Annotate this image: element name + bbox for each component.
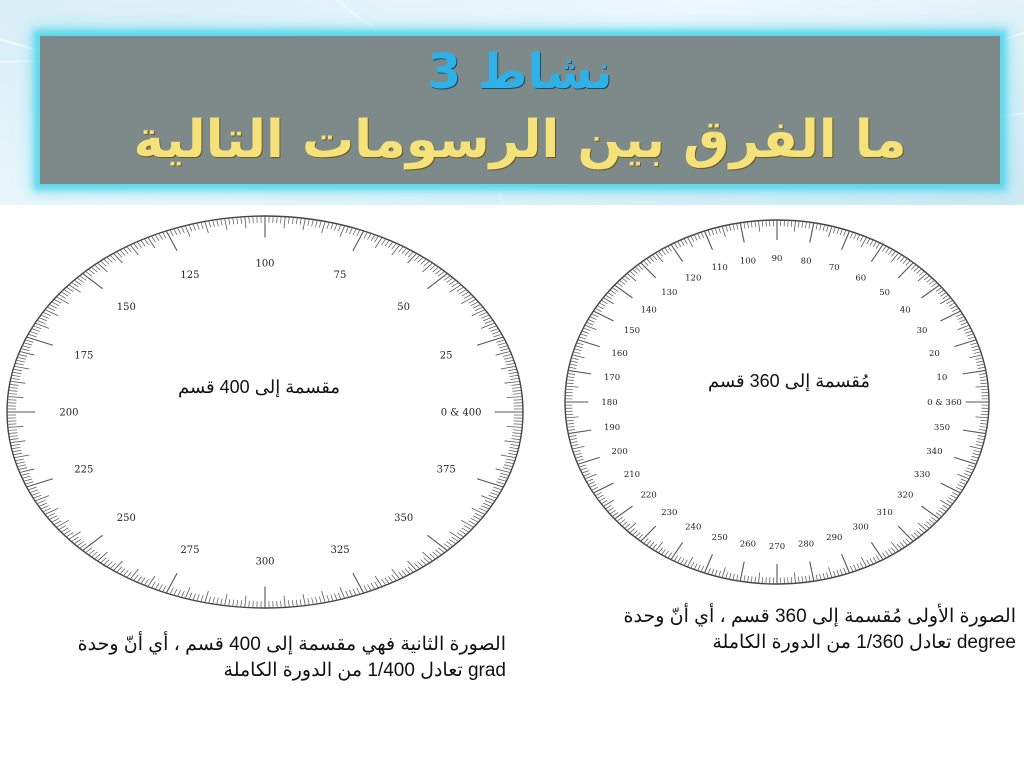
protractor-360-number: 250 [711, 533, 728, 544]
protractor-360-number: 230 [661, 508, 678, 519]
protractor-360-number: 160 [611, 348, 628, 359]
title-box [40, 36, 1000, 184]
protractor-360-number: 30 [916, 326, 928, 337]
protractor-400-number: 225 [74, 464, 94, 476]
protractor-400-number: 300 [255, 556, 275, 568]
protractor-400-number: 125 [180, 269, 200, 281]
protractor-360-number: 70 [828, 262, 840, 273]
protractor-400-number: 0 & 400 [440, 407, 482, 419]
protractor-360-number: 60 [855, 273, 867, 284]
protractor-400-number: 375 [436, 464, 456, 476]
caption-grad-line1: الصورة الثانية فهي مقسمة إلى 400 قسم ، أي أنّ وحدة [77, 634, 506, 655]
protractor-400-number: 200 [59, 407, 79, 419]
protractor-360-number: 0 & 360 [927, 397, 962, 408]
protractor-360-number: 180 [601, 397, 618, 408]
protractor-360-number: 350 [933, 422, 951, 433]
protractor-360-number: 80 [800, 256, 812, 267]
protractor-360-number: 90 [771, 254, 783, 265]
protractor-360-number: 320 [897, 490, 914, 501]
protractor-360-number: 140 [640, 305, 657, 316]
protractor-400-number: 150 [116, 302, 136, 314]
protractor-360-number: 120 [685, 273, 702, 284]
protractor-400-number: 275 [180, 545, 200, 557]
caption-degree [540, 604, 1016, 656]
protractor-360-number: 190 [603, 422, 621, 433]
caption-degree-line1: الصورة الأولى مُقسمة إلى 360 قسم ، أي أنّ وحدة [623, 606, 1016, 627]
caption-grad [20, 632, 506, 684]
protractor-400-number: 175 [74, 350, 94, 362]
protractor-400-number: 25 [439, 350, 453, 362]
protractor-400-number: 50 [397, 302, 411, 314]
protractor-400 [0, 208, 530, 621]
protractor-400-drawing [0, 208, 530, 621]
protractor-360-number: 300 [852, 522, 869, 533]
protractor-400-number: 325 [330, 545, 350, 557]
protractor-400-number: 75 [333, 269, 347, 281]
protractor-360-number: 20 [928, 348, 940, 359]
protractor-360-number: 210 [623, 469, 641, 480]
protractor-360-number: 150 [623, 326, 641, 337]
protractor-360-label: مُقسمة إلى 360 قسم [708, 371, 871, 391]
protractor-360-number: 310 [876, 508, 893, 519]
protractor-360-number: 240 [685, 522, 702, 533]
protractor-360-number: 100 [739, 256, 757, 267]
protractor-360-number: 280 [797, 539, 815, 550]
caption-grad-line2: grad تعادل 1/400 من الدورة الكاملة [223, 660, 506, 681]
protractor-360-number: 110 [711, 262, 728, 273]
protractor-360-number: 130 [661, 287, 678, 298]
protractor-360-number: 330 [913, 469, 931, 480]
protractor-360-drawing [562, 208, 1024, 600]
protractor-400-number: 250 [116, 512, 136, 524]
protractor-360-number: 10 [936, 373, 948, 384]
protractor-360-number: 270 [768, 541, 786, 552]
protractor-360-number: 50 [879, 287, 891, 298]
protractor-360-number: 170 [603, 373, 621, 384]
protractor-400-label: مقسمة إلى 400 قسم [178, 377, 341, 397]
protractor-400-number: 100 [255, 258, 275, 270]
protractor-360-number: 220 [640, 490, 657, 501]
caption-degree-line2: degree تعادل 1/360 من الدورة الكاملة [712, 632, 1016, 653]
protractor-360 [562, 208, 1024, 600]
protractor-360-number: 260 [739, 539, 757, 550]
protractor-360-number: 340 [926, 447, 943, 458]
protractor-360-number: 200 [611, 447, 628, 458]
protractor-360-number: 40 [899, 305, 911, 316]
question-title: ما الفرق بين الرسومات التالية [133, 110, 907, 170]
protractor-360-number: 290 [826, 533, 843, 544]
activity-title: نشاط 3 [427, 44, 613, 100]
protractor-400-number: 350 [394, 512, 414, 524]
